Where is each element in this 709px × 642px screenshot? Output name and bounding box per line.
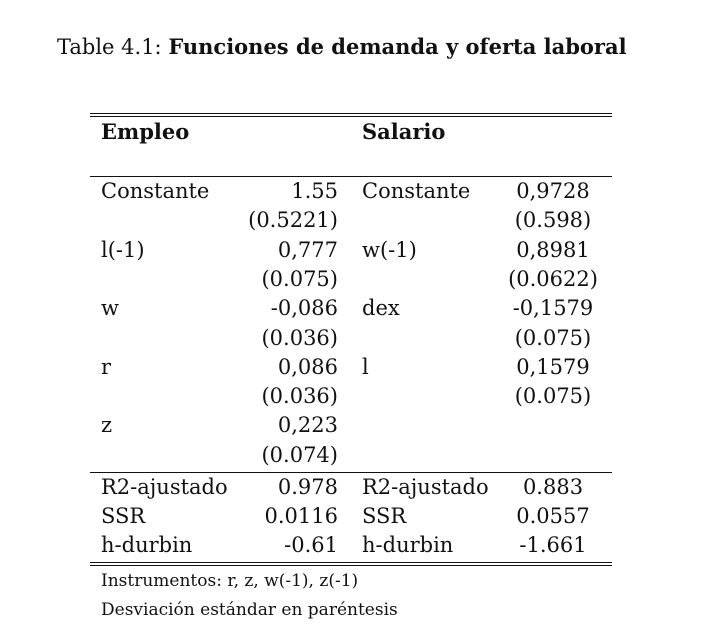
right-variable-name: Constante (362, 179, 471, 203)
right-coefficient: 0,1579 (516, 354, 590, 379)
left-coefficient: -0,086 (270, 296, 338, 321)
left-variable-name: w (101, 296, 119, 321)
right-coefficient: (0.0622) (508, 266, 598, 291)
left-variable-name: R2-ajustado (101, 475, 228, 499)
left-coefficient: 0.978 (277, 475, 338, 499)
left-coefficient: 0.0116 (264, 504, 338, 528)
right-variable-name: R2-ajustado (362, 475, 489, 499)
right-variable-name: l (362, 354, 369, 379)
left-coefficient: 0,086 (277, 354, 338, 379)
left-coefficient: 1.55 (291, 179, 338, 203)
left-coefficient: (0.075) (261, 266, 338, 291)
left-coefficient: 0,777 (277, 237, 338, 262)
left-variable-name: r (101, 354, 112, 379)
header-rule (90, 176, 612, 177)
left-coefficient: 0,223 (277, 413, 338, 438)
left-coefficient: (0.5221) (248, 208, 338, 233)
left-variable-name: h-durbin (101, 533, 193, 557)
left-variable-name: Constante (101, 179, 210, 203)
right-coefficient: (0.598) (514, 208, 592, 233)
right-variable-name: dex (362, 296, 400, 321)
right-variable-name: h-durbin (362, 533, 454, 557)
header-empleo: Empleo (101, 119, 190, 144)
right-variable-name: w(-1) (362, 237, 417, 262)
left-coefficient: (0.074) (261, 442, 338, 467)
left-variable-name: l(-1) (101, 237, 145, 262)
top-rule (90, 113, 612, 114)
right-coefficient: 0.883 (522, 475, 584, 499)
right-coefficient: -1.661 (519, 533, 587, 557)
bottom-rule (90, 562, 612, 563)
note-instruments: Instrumentos: r, z, w(-1), z(-1) (101, 571, 359, 591)
right-coefficient: 0.0557 (516, 504, 590, 528)
stats-rule (90, 472, 612, 473)
caption-label: Table 4.1: (57, 35, 162, 59)
right-coefficient: (0.075) (514, 384, 592, 409)
caption-title: Funciones de demanda y oferta laboral (168, 34, 627, 59)
right-coefficient: -0,1579 (512, 296, 594, 321)
right-coefficient: 0,9728 (516, 179, 590, 203)
left-variable-name: z (101, 413, 113, 438)
left-coefficient: (0.036) (261, 384, 338, 409)
left-coefficient: (0.036) (261, 325, 338, 350)
left-coefficient: -0.61 (284, 533, 338, 557)
left-variable-name: SSR (101, 504, 146, 528)
right-coefficient: 0,8981 (516, 237, 590, 262)
header-salario: Salario (362, 119, 446, 144)
note-stderr: Desviación estándar en paréntesis (101, 600, 398, 620)
right-coefficient: (0.075) (514, 325, 592, 350)
top-rule-second (90, 116, 612, 117)
bottom-rule-second (90, 565, 612, 566)
right-variable-name: SSR (362, 504, 407, 528)
table-caption (57, 34, 627, 59)
